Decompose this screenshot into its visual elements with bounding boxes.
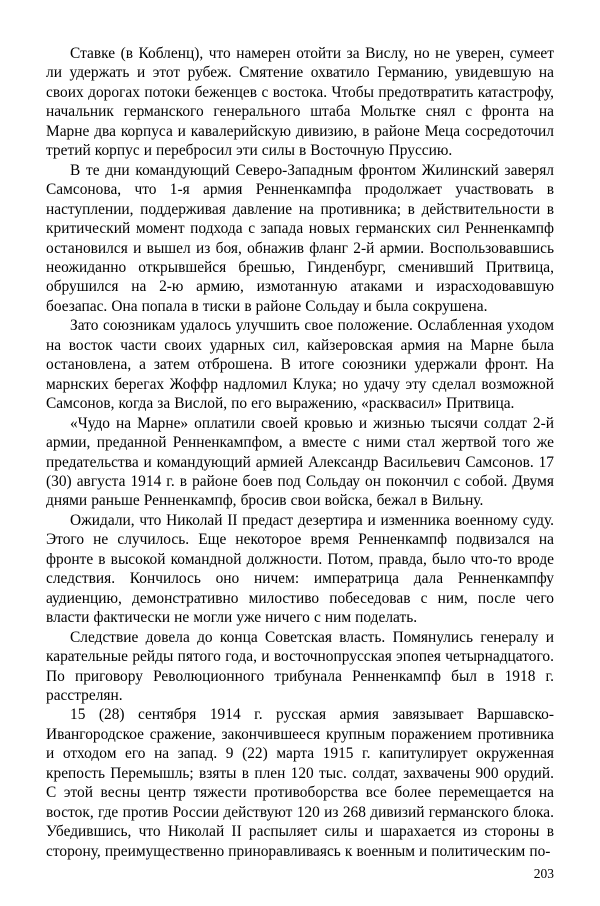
body-text-column	[46, 44, 554, 861]
paragraph: Зато союзникам удалось улучшить свое положение. Ослабленная уходом на восток части своих ударных сил, кайзеровская армия на Марне была остановлена, а затем отброшена. В итоге союзники удержали фронт. На марнских берегах Жоффр надломил Клука; но удачу эту сделал возможной Самсонов, когда за Вислой, по его выражению, «расквасил» Притвица.	[46, 317, 554, 413]
paragraph: Следствие довела до конца Советская власть. Помянулись генералу и карательные рейды пятого года, и восточнопрусская эпопея четырнадцатого. По приговору Революционного трибунала Ренненкампф был в 1918 г. расстрелян.	[46, 628, 554, 704]
page-number: 203	[533, 866, 554, 881]
paragraph: 15 (28) сентября 1914 г. русская армия завязывает Варшавско-Ивангородское сражение, закончившееся крупным поражением противника и отходом его на запад. 9 (22) марта 1915 г. капитулирует окруженная крепость Перемышль; взяты в плен 120 тыс. солдат, захвачены 900 орудий. С этой весны центр тяжести противоборства все более перемещается на восток, где против России действуют 120 из 268 дивизий германского блока. Убедившись, что Николай II распыляет силы и шарахается из стороны в сторону, преимущественно приноравливаясь к военным и политическим по-	[46, 706, 554, 860]
paragraph: В те дни командующий Северо-Западным фронтом Жилинский заверял Самсонова, что 1-я армия Ренненкампфа продолжает участвовать в наступлении, поддерживая давление на противника; в действительности в критический момент подхода с запада новых германских сил Ренненкампф остановился и вышел из боя, обнажив фланг 2-й армии. Воспользовавшись неожиданно открывшейся брешью, Гинденбург, сменивший Притвица, обрушился на 2-ю армию, измотанную атаками и израсходовавшую боезапас. Она попала в тиски в районе Сольдау и была сокрушена.	[46, 161, 554, 315]
paragraph: «Чудо на Марне» оплатили своей кровью и жизнью тысячи солдат 2-й армии, преданной Ренненкампфом, а вместе с ними стал жертвой того же предательства и командующий армией Александр Васильевич Самсонов. 17 (30) августа 1914 г. в районе боев под Сольдау он покончил с собой. Двумя днями раньше Ренненкампф, бросив свои войска, бежал в Вильну.	[46, 414, 554, 510]
paragraph: Ставке (в Кобленц), что намерен отойти за Вислу, но не уверен, сумеет ли удержать и этот рубеж. Смятение охватило Германию, увидевшую на своих дорогах потоки беженцев с востока. Чтобы предотвратить катастрофу, начальник германского генерального штаба Мольтке снял с фронта на Марне два корпуса и кавалерийскую дивизию, в районе Меца сосредоточил третий корпус и перебросил эти силы в Восточную Пруссию.	[46, 45, 554, 160]
paragraph: Ожидали, что Николай II предаст дезертира и изменника военному суду. Этого не случилось. Еще некоторое время Ренненкампф подвизался на фронте в высокой командной должности. Потом, правда, было что-то вроде следствия. Кончилось оно ничем: императрица дала Ренненкампфу аудиенцию, демонстративно милостиво побеседовав с ним, после чего власти фактически не могли уже ничего с ним поделать.	[46, 511, 554, 627]
